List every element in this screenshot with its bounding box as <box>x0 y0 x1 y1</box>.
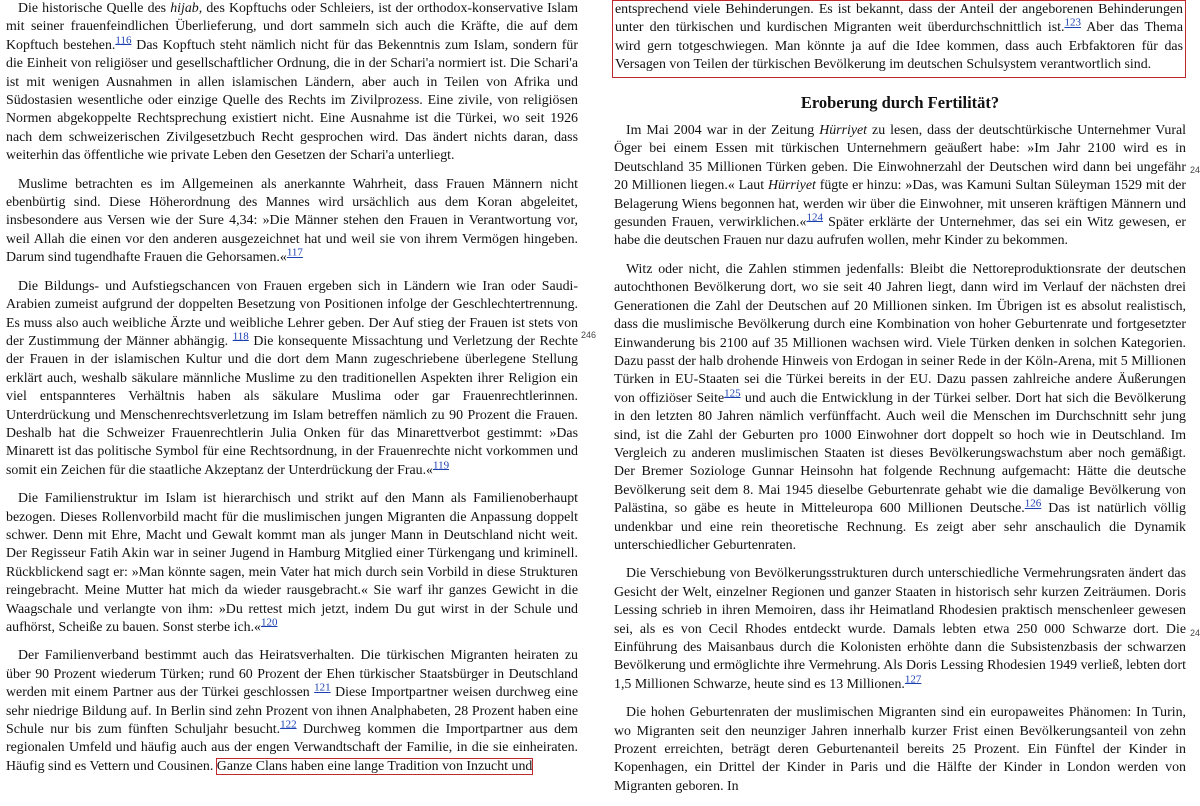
highlighted-text-box[interactable] <box>612 0 1186 78</box>
footnote-link[interactable]: 121 <box>314 681 331 694</box>
text: des Kopftuchs oder Schleiers, ist der orthodox-konservative Islam mit seiner frauenfeindlichen Überlieferung, und dort sammeln sich auch die Kräfte, die auf dem Kopftuch bestehen. <box>6 1 578 53</box>
text: Das Kopftuch steht nämlich nicht für das Bekenntnis zum Islam, sondern für die Einheit von religiöser und gesellschaftlicher Ordnung, die in der Schari'a normiert ist. Die Schari'a ist mit wenigen Ausnahmen in allen islamischen Ländern, aber auch in Teilen von Afrika und Südostasien wesentliche oder einzige Quelle des Rechts im Zivilprozess. Eine zivile, von religiösen Normen abgekoppelte Rechtsprechung existiert nicht. Eine Ausnahme ist die Türkei, wo seit 1926 nach dem schweizerischen Zivilgesetzbuch Recht gesprochen wird. Das ändert nichts daran, dass weiterhin das öffentliche wie private Leben den Gesetzen der Schari'a unterliegt. <box>6 37 578 164</box>
footnote-link[interactable]: 126 <box>1024 497 1042 510</box>
text: und auch die Entwicklung in der Türkei selber. Dort hat sich die Bevölkerung in den letzten 80 Jahren nämlich verfünffacht. Auch weil die Menschen im Durchschnitt sehr jung sind, ist die Zahl der Geburten pro 1000 Einwohner dort doppelt so hoch wie in Deutschland. Im Vergleich zu anderen muslimischen Staaten ist dieses Bevölkerungswachstum aber noch gemäßigt. Der Bremer Soziologe Gunnar Heinsohn hat folgende Rechnung aufgemacht: Hätte die deutsche Bevölkerung seit dem 8. Mai 1945 dieselbe Geburtenrate gehabt wie die damalige Bevölkerung von Palästina, so gäbe es heute in Mitteleuropa 600 Millionen Deutsche. <box>614 390 1186 517</box>
text: Die Bildungs- und Aufstiegschancen von Frauen ergeben sich in Ländern wie Iran oder Saudi-Arabien zumeist aufgrund der doppelten Besetzung von Positionen infolge der Geschlechtertrennung. Es muss also auch weibliche Ärzte und weibliche Lehrer geben. Der Auf stieg der Frauen ist stets von der Zustimmung der Männer abhängig. <box>6 278 578 349</box>
paragraph <box>615 1 1183 75</box>
footnote-link[interactable]: 117 <box>286 246 303 259</box>
paragraph <box>614 122 1186 251</box>
paragraph <box>6 176 578 268</box>
footnote-link[interactable]: 125 <box>724 387 741 400</box>
italic-term: Hürriyet <box>819 123 868 139</box>
text: Durchweg kommen die Importpartner aus dem regionalen Umfeld und häufig auch aus der engen Verwandtschaft der Familie, in die sie einheiraten. Häufig sind es Vettern und Cousinen. <box>6 722 578 774</box>
text: Witz oder nicht, die Zahlen stimmen jedenfalls: Bleibt die Nettoreproduktionsrate der deutschen autochthonen Bevölkerung dort, wo sie seit 40 Jahren liegt, dann wird im Verlauf der nächsten drei Generationen die Zahl der Deutschen auf 20 Millionen sinken. Im Übrigen ist es absolut realistisch, dass die muslimische Bevölkerung durch eine Kombination von hoher Geburtenrate und fortgesetzter Einwanderung bis 2100 auf 35 Millionen wachsen wird. Viele Türken denken in solchen Kategorien. Dazu passt der halb drohende Hinweis von Erdogan in seiner Rede in der Köln-Arena, mit 5 Millionen Türken in EU-Staaten sei die Türkei bereits in der EU. Dazu passen zahlreiche andere Äußerungen von offiziöser Seite <box>614 261 1186 406</box>
text: Die hohen Geburtenraten der muslimischen Migranten sind ein europaweites Phänomen: In Turin, wo Migranten seit den neunziger Jahren innerhalb kurzer Frist einen Bevölkerungsanteil von zehn Prozent erreichten, beträgt deren Geburtenanteil bereits 25 Prozent. Ein Fünftel der Kinder in Kopenhagen, ein Drittel der Kinder in Paris und die Hälfte der Kinder in London werden von Migranten geboren. In <box>614 705 1186 794</box>
paragraph <box>614 704 1186 796</box>
text: fügte er hinzu: »Das, was Kamuni Sultan Süleyman 1529 mit der Belagerung Wiens begonnen hat, werden wir über die Einwohner, mit unseren kräftigen Männern und gesunden Frauen, verwirklichen.« <box>614 178 1186 231</box>
text: Die historische Quelle des <box>18 1 171 16</box>
footnote-link[interactable]: 122 <box>280 718 297 731</box>
paragraph <box>6 490 578 637</box>
footnote-link[interactable]: 118 <box>232 330 249 343</box>
text: Die konsequente Missachtung und Verletzung der Rechte der Frauen in der islamischen Kultur und die dort dem Mann zugeschriebene überlegene Stellung erklärt auch, weshalb säkulare männliche Muslime zu den traditionellen Aspekten ihrer Religion ein viel entspannteres Verhältnis haben als säkulare Muslima oder gar Frauenrechtlerinnen. Unterdrückung und Menschenrechtsverletzung im Islam betreffen nämlich zu 90 Prozent die Frauen. Deshalb hat die Schweizer Frauenrechtlerin Julia Onken für das Minarettverbot gestimmt: »Das Minarett ist das politische Symbol für eine Rechtsordnung, in der Frauenrechte nicht vorkommen und somit ein Zeichen für die staatliche Akzeptanz der Unterdrückung der Frau.« <box>6 333 579 478</box>
paragraph <box>614 565 1186 694</box>
page-number-margin: 24 <box>1190 628 1200 638</box>
footnote-link[interactable]: 127 <box>904 673 922 686</box>
text: Aber das Thema wird gern totgeschwiegen. Man könnte ja auf die Idee kommen, dass auch Erbfaktoren für das Versagen von Teilen der türkischen Bevölkerung im deutschen Schulsystem verantwortlich sind. <box>615 20 1184 73</box>
italic-term: hijab, <box>170 1 203 16</box>
text: Die Verschiebung von Bevölkerungsstrukturen durch unterschiedliche Vermehrungsraten ändert das Gesicht der Welt, einzelner Regionen und ganzer Staaten in historisch sehr kurzen Zeiträumen. Doris Lessing schrieb in ihren Memoiren, dass ihr Heimatland Rhodesien praktisch menschenleer gewesen sei, als es von Cecil Rhodes entdeckt wurde. Damals lebten etwa 250 000 Schwarze dort. Die Einführung des Maisanbaus durch die Kolonisten erhöhte dann die Subsistenzbasis der schwarzen Bevölkerung und ermöglichte ihre Vermehrung. Als Doris Lessing Rhodesien 1949 verließ, lebten dort 1,5 Millionen Schwarze, heute sind es 13 Millionen. <box>614 566 1186 692</box>
page-number-margin: 246 <box>581 330 597 340</box>
footnote-link[interactable]: 124 <box>806 211 823 224</box>
footnote-link[interactable]: 123 <box>1064 16 1081 29</box>
paragraph <box>614 261 1186 556</box>
paragraph <box>6 278 578 480</box>
left-page-column <box>6 0 578 786</box>
paragraph <box>6 647 578 776</box>
right-page-column <box>614 0 1186 806</box>
section-heading: Eroberung durch Fertilität? <box>800 92 1000 112</box>
highlighted-text[interactable]: Ganze Clans haben eine lange Tradition von Inzucht und <box>216 758 533 774</box>
text: entsprechend viele Behinderungen. Es ist bekannt, dass der Anteil der angeborenen Behinderungen unter den türkischen und kurdischen Migranten weit überdurchschnittlich ist. <box>615 2 1183 36</box>
footnote-link[interactable]: 116 <box>115 34 132 47</box>
text: zu lesen, dass der deutschtürkische Unternehmer Vural Öger bei einem Essen mit türkischen Unternehmern geäußert habe: »Im Jahr 2100 wird es in Deutschland 35 Millionen Türken geben. Die Einwohnerzahl der Deutschen wird dann bei ungefähr 20 Millionen liegen.« Laut <box>614 123 1187 194</box>
footnote-link[interactable]: 119 <box>432 459 450 472</box>
text: Das ist natürlich völlig undenkbar und eine rein theoretische Rechnung. Es zeigt aber sehr anschaulich die Dynamik unterschiedlicher Geburtenraten. <box>614 501 1186 553</box>
text: Diese Importpartner weisen durchweg eine sehr niedrige Bildung auf. In Berlin sind zehn Prozent von ihnen Analphabeten, 28 Prozent haben eine Schule nur bis zum fünften Schuljahr besucht. <box>6 685 578 738</box>
text: Muslime betrachten es im Allgemeinen als anerkannte Wahrheit, dass Frauen Männern nicht ebenbürtig sind. Diese Höherordnung des Mannes wird ursächlich aus dem Koran abgeleitet, insbesondere aus Versen wie der Sure 4,34: »Die Männer stehen den Frauen in Verantwortung vor, weil Allah die einen vor den anderen ausgezeichnet hat und weil sie von ihrem Vermögen hingeben. Darum sind tugendhafte Frauen die Gehorsamen.« <box>6 176 578 266</box>
paragraph <box>6 0 578 166</box>
italic-term: Hürriyet <box>768 178 816 194</box>
text: Die Familienstruktur im Islam ist hierarchisch und strikt auf den Mann als Familienoberhaupt bezogen. Dieses Rollenvorbild macht für die muslimischen jungen Migranten die Anpassung doppelt schwer. Denn mit Ehre, Macht und Gewalt kommt man als junger Mann in Deutschland nicht weit. Der Regisseur Fatih Akin war in seiner Jugend in Hamburg Mitglied einer Türkengang und kriminell. Rückblickend sagt er: »Man könnte sagen, mein Vater hat mich durch sein Vorbild in diese Strukturen reingebracht. Meine Mutter hat mich da wieder rausgebracht.« Sie warf ihr ganzes Gewicht in die Waagschale und verlangte von ihm: »Du rettest mich jetzt, indem Du gut wirst in der Schule und aufhörst, Scheiße zu bauen. Sonst sterbe ich.« <box>6 491 578 635</box>
text: Im Mai 2004 war in der Zeitung <box>626 123 820 139</box>
footnote-link[interactable]: 120 <box>260 616 278 629</box>
text: Der Familienverband bestimmt auch das Heiratsverhalten. Die türkischen Migranten heiraten zu über 90 Prozent wiederum Türken; rund 60 Prozent der Ehen türkischer Staatsbürger in Deutschland werden mit einem Partner aus der Türkei geschlossen <box>6 648 578 701</box>
text: Später erklärte der Unternehmer, das sei ein Witz gewesen, er habe die deutschen Frauen nur dazu aufrufen wollen, mehr Kinder zu bekommen. <box>614 215 1186 249</box>
page-number-margin: 24 <box>1190 165 1200 175</box>
